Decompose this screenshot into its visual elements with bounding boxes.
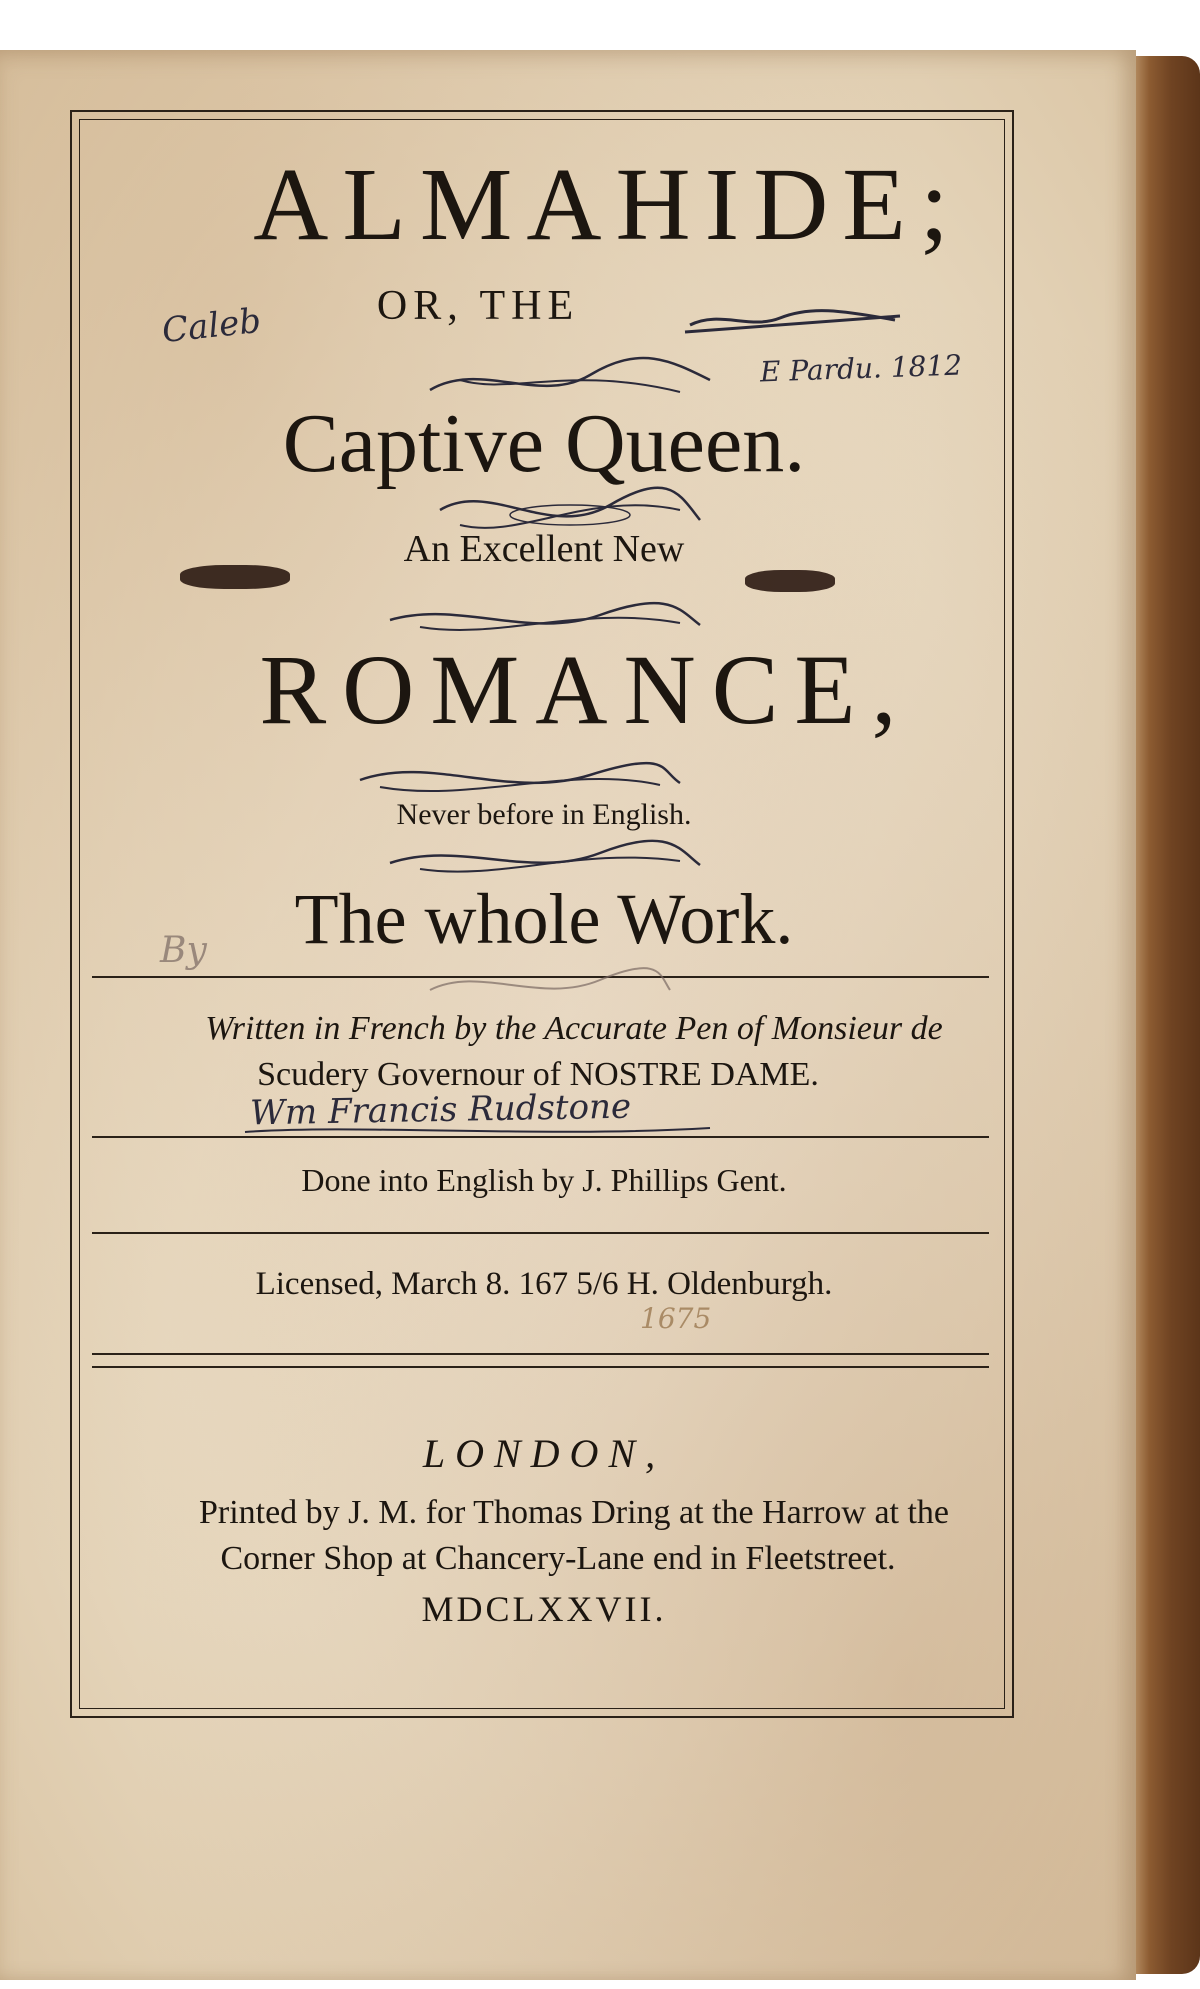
ink-blot-left [180, 565, 290, 589]
flourish-1 [420, 350, 720, 410]
flourish-3 [380, 595, 710, 645]
handwritten-signature: Wm Francis Rudstone [249, 1086, 632, 1134]
handwritten-name-left: Caleb [160, 300, 263, 352]
translator-line: Done into English by J. Phillips Gent. [301, 1162, 787, 1198]
never-before-line: Never before in English. [396, 798, 692, 831]
struck-out-word [680, 290, 910, 350]
handwritten-year-note: 1675 [640, 1302, 712, 1335]
title-page [0, 50, 1136, 1980]
imprint-city: LONDON, [422, 1431, 666, 1476]
imprint-line-1: Printed by J. M. for Thomas Dring at the Harrow at the [198, 1494, 950, 1531]
license-line: Licensed, March 8. 167 5/6 H. Oldenburgh. [255, 1266, 833, 1302]
divider-rule-3 [92, 1232, 989, 1234]
subtitle-captive-queen: Captive Queen. [282, 397, 806, 490]
whole-work-line: The whole Work. [294, 879, 794, 959]
signature-underline [240, 1120, 720, 1140]
excellent-new-line: An Excellent New [403, 528, 685, 570]
handwritten-by-note: By [160, 930, 207, 971]
author-line-1: Written in French by the Accurate Pen of Monsieur de [205, 1010, 943, 1047]
title-almahide: ALMAHIDE; [253, 147, 963, 262]
ink-blot-right [745, 570, 835, 592]
divider-rule-5 [92, 1366, 989, 1368]
flourish-2 [430, 480, 710, 550]
author-line-2: Scudery Governour of NOSTRE DAME. [257, 1056, 819, 1093]
handwritten-date-note: E Pardu. 1812 [759, 348, 963, 389]
romance-heading: ROMANCE, [259, 634, 913, 745]
flourish-5 [380, 835, 710, 885]
imprint-year: MDCLXXVII. [421, 1589, 667, 1629]
or-the-line: OR, THE [376, 283, 580, 329]
imprint-line-2: Corner Shop at Chancery-Lane end in Fleetstreet. [220, 1540, 896, 1577]
flourish-4 [350, 755, 690, 805]
divider-rule-4 [92, 1353, 989, 1355]
flourish-6 [420, 960, 680, 1010]
